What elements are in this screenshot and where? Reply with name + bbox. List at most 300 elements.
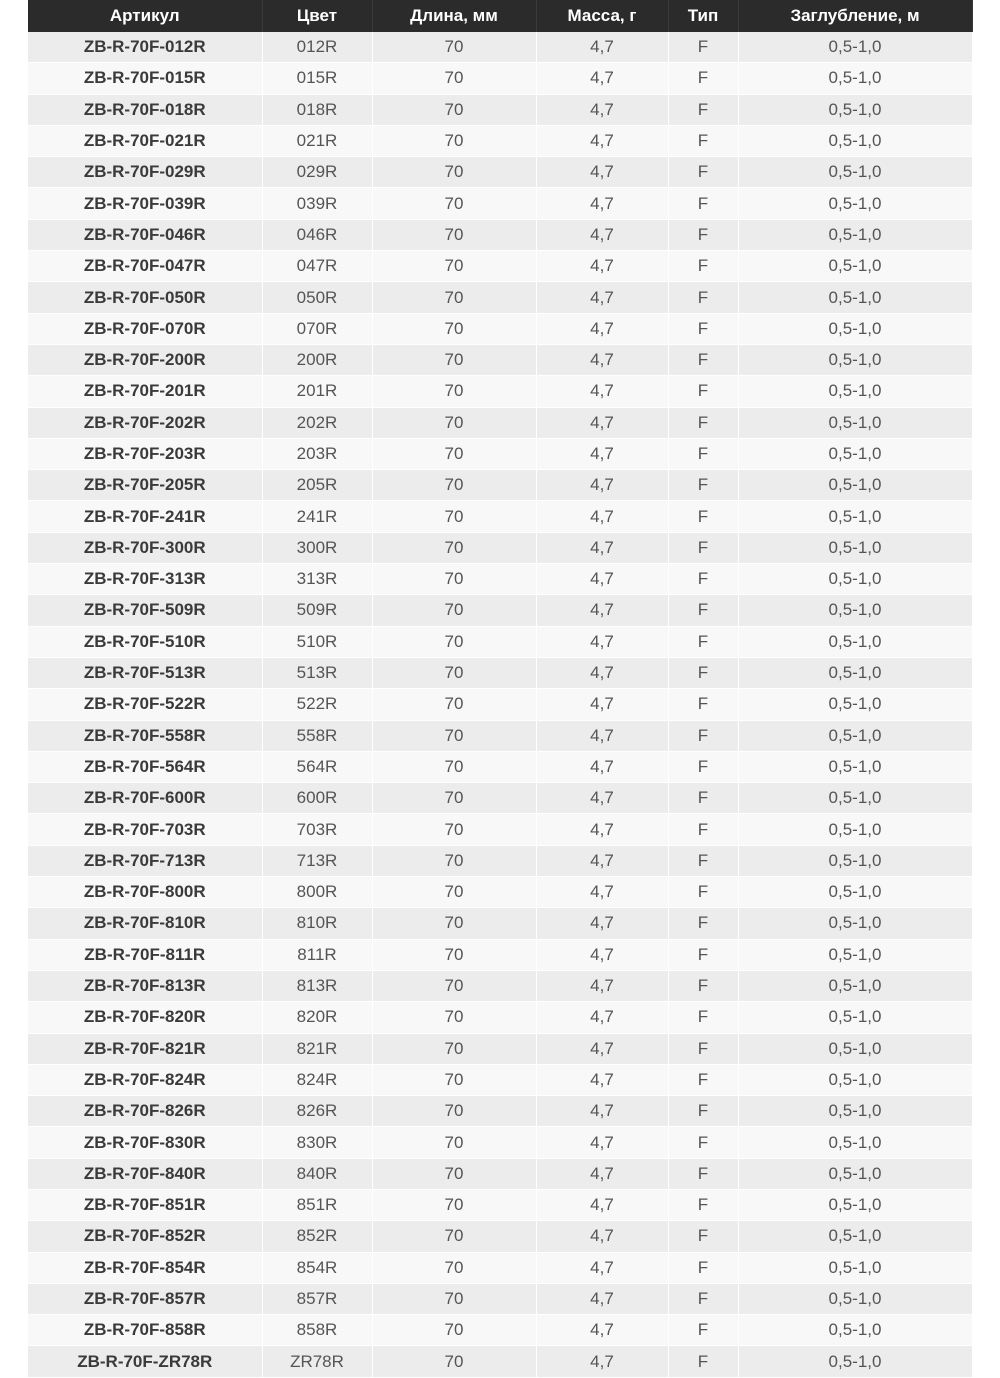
cell-depth: 0,5-1,0 [738,1221,972,1252]
cell-weight: 4,7 [536,720,668,751]
cell-color: 046R [262,219,372,250]
cell-color: 811R [262,939,372,970]
table-row [28,970,972,1001]
cell-article: ZB-R-70F-015R [28,63,262,94]
cell-weight: 4,7 [536,1252,668,1283]
table-header [28,0,972,32]
cell-type: F [668,501,738,532]
cell-depth: 0,5-1,0 [738,814,972,845]
cell-length: 70 [372,125,536,156]
cell-article: ZB-R-70F-810R [28,908,262,939]
cell-weight: 4,7 [536,657,668,688]
cell-length: 70 [372,814,536,845]
cell-depth: 0,5-1,0 [738,1346,972,1377]
cell-length: 70 [372,751,536,782]
cell-article: ZB-R-70F-854R [28,1252,262,1283]
cell-depth: 0,5-1,0 [738,939,972,970]
cell-type: F [668,1283,738,1314]
cell-depth: 0,5-1,0 [738,720,972,751]
cell-weight: 4,7 [536,157,668,188]
cell-length: 70 [372,407,536,438]
cell-length: 70 [372,157,536,188]
cell-type: F [668,251,738,282]
cell-length: 70 [372,470,536,501]
cell-weight: 4,7 [536,814,668,845]
cell-type: F [668,908,738,939]
cell-type: F [668,532,738,563]
product-spec-table [28,0,973,1378]
cell-article: ZB-R-70F-200R [28,344,262,375]
cell-weight: 4,7 [536,1158,668,1189]
cell-color: 810R [262,908,372,939]
header-weight: Масса, г [536,0,668,32]
cell-article: ZB-R-70F-300R [28,532,262,563]
table-row [28,376,972,407]
cell-length: 70 [372,626,536,657]
cell-color: 820R [262,1002,372,1033]
cell-weight: 4,7 [536,1002,668,1033]
cell-weight: 4,7 [536,407,668,438]
cell-length: 70 [372,1283,536,1314]
cell-article: ZB-R-70F-205R [28,470,262,501]
table-row [28,32,972,63]
cell-article: ZB-R-70F-241R [28,501,262,532]
table-row [28,1315,972,1346]
cell-article: ZB-R-70F-857R [28,1283,262,1314]
cell-length: 70 [372,657,536,688]
cell-color: 201R [262,376,372,407]
table-row [28,438,972,469]
cell-weight: 4,7 [536,564,668,595]
cell-type: F [668,845,738,876]
cell-color: 021R [262,125,372,156]
cell-length: 70 [372,1064,536,1095]
cell-weight: 4,7 [536,1064,668,1095]
cell-type: F [668,470,738,501]
cell-length: 70 [372,282,536,313]
cell-weight: 4,7 [536,470,668,501]
cell-depth: 0,5-1,0 [738,970,972,1001]
cell-color: 813R [262,970,372,1001]
table-row [28,94,972,125]
cell-weight: 4,7 [536,63,668,94]
table-row [28,1283,972,1314]
cell-article: ZB-R-70F-826R [28,1096,262,1127]
cell-length: 70 [372,1158,536,1189]
cell-length: 70 [372,877,536,908]
cell-length: 70 [372,720,536,751]
cell-article: ZB-R-70F-852R [28,1221,262,1252]
cell-color: 800R [262,877,372,908]
cell-depth: 0,5-1,0 [738,282,972,313]
cell-color: 852R [262,1221,372,1252]
cell-color: 564R [262,751,372,782]
table-row [28,1189,972,1220]
cell-type: F [668,188,738,219]
cell-color: 050R [262,282,372,313]
cell-type: F [668,438,738,469]
cell-depth: 0,5-1,0 [738,751,972,782]
cell-length: 70 [372,1221,536,1252]
cell-article: ZB-R-70F-047R [28,251,262,282]
cell-length: 70 [372,313,536,344]
cell-article: ZB-R-70F-522R [28,689,262,720]
cell-depth: 0,5-1,0 [738,313,972,344]
cell-color: 830R [262,1127,372,1158]
cell-color: 513R [262,657,372,688]
cell-color: 313R [262,564,372,595]
cell-type: F [668,1127,738,1158]
cell-weight: 4,7 [536,125,668,156]
cell-type: F [668,407,738,438]
cell-type: F [668,1033,738,1064]
header-type: Тип [668,0,738,32]
cell-weight: 4,7 [536,626,668,657]
table-row [28,814,972,845]
cell-type: F [668,564,738,595]
cell-length: 70 [372,564,536,595]
cell-type: F [668,877,738,908]
table-row [28,751,972,782]
cell-type: F [668,814,738,845]
table-body [28,32,972,1377]
cell-type: F [668,939,738,970]
cell-type: F [668,1346,738,1377]
cell-length: 70 [372,63,536,94]
cell-type: F [668,626,738,657]
cell-weight: 4,7 [536,376,668,407]
cell-length: 70 [372,32,536,63]
cell-article: ZB-R-70F-830R [28,1127,262,1158]
table-row [28,1127,972,1158]
cell-article: ZB-R-70F-029R [28,157,262,188]
cell-depth: 0,5-1,0 [738,1158,972,1189]
cell-depth: 0,5-1,0 [738,157,972,188]
cell-color: 241R [262,501,372,532]
cell-depth: 0,5-1,0 [738,32,972,63]
cell-depth: 0,5-1,0 [738,1315,972,1346]
cell-length: 70 [372,1252,536,1283]
cell-depth: 0,5-1,0 [738,63,972,94]
table-row [28,251,972,282]
cell-color: 509R [262,595,372,626]
table-row [28,470,972,501]
cell-length: 70 [372,1127,536,1158]
cell-article: ZB-R-70F-070R [28,313,262,344]
cell-length: 70 [372,94,536,125]
cell-depth: 0,5-1,0 [738,532,972,563]
table-row [28,1252,972,1283]
cell-length: 70 [372,438,536,469]
cell-length: 70 [372,939,536,970]
cell-article: ZB-R-70F-510R [28,626,262,657]
cell-color: 854R [262,1252,372,1283]
table-row [28,877,972,908]
table-row [28,1002,972,1033]
cell-type: F [668,720,738,751]
cell-weight: 4,7 [536,32,668,63]
cell-article: ZB-R-70F-039R [28,188,262,219]
cell-article: ZB-R-70F-021R [28,125,262,156]
header-length: Длина, мм [372,0,536,32]
cell-weight: 4,7 [536,501,668,532]
table-row [28,219,972,250]
header-row [28,0,972,32]
cell-weight: 4,7 [536,845,668,876]
cell-length: 70 [372,845,536,876]
cell-length: 70 [372,344,536,375]
cell-weight: 4,7 [536,877,668,908]
cell-color: 200R [262,344,372,375]
cell-article: ZB-R-70F-513R [28,657,262,688]
cell-article: ZB-R-70F-558R [28,720,262,751]
cell-type: F [668,376,738,407]
cell-type: F [668,219,738,250]
table-row [28,1346,972,1377]
cell-depth: 0,5-1,0 [738,626,972,657]
cell-weight: 4,7 [536,1315,668,1346]
cell-length: 70 [372,970,536,1001]
table-row [28,939,972,970]
table-row [28,1221,972,1252]
cell-length: 70 [372,188,536,219]
cell-length: 70 [372,1033,536,1064]
cell-depth: 0,5-1,0 [738,595,972,626]
cell-article: ZB-R-70F-046R [28,219,262,250]
cell-color: 018R [262,94,372,125]
cell-weight: 4,7 [536,595,668,626]
cell-article: ZB-R-70F-813R [28,970,262,1001]
cell-color: 012R [262,32,372,63]
table-row [28,595,972,626]
cell-article: ZB-R-70F-050R [28,282,262,313]
cell-weight: 4,7 [536,1283,668,1314]
cell-weight: 4,7 [536,689,668,720]
table-row [28,501,972,532]
table-row [28,1064,972,1095]
cell-depth: 0,5-1,0 [738,94,972,125]
cell-weight: 4,7 [536,188,668,219]
cell-weight: 4,7 [536,1033,668,1064]
cell-length: 70 [372,1189,536,1220]
table-row [28,313,972,344]
cell-weight: 4,7 [536,1221,668,1252]
cell-color: 202R [262,407,372,438]
cell-length: 70 [372,1315,536,1346]
cell-depth: 0,5-1,0 [738,438,972,469]
cell-depth: 0,5-1,0 [738,783,972,814]
cell-color: 522R [262,689,372,720]
cell-color: 205R [262,470,372,501]
cell-color: 851R [262,1189,372,1220]
cell-depth: 0,5-1,0 [738,501,972,532]
cell-type: F [668,282,738,313]
cell-depth: 0,5-1,0 [738,1283,972,1314]
cell-length: 70 [372,501,536,532]
cell-type: F [668,751,738,782]
cell-article: ZB-R-70F-821R [28,1033,262,1064]
cell-weight: 4,7 [536,1127,668,1158]
table-row [28,344,972,375]
cell-length: 70 [372,1002,536,1033]
table-row [28,532,972,563]
table-row [28,657,972,688]
header-article: Артикул [28,0,262,32]
table-row [28,125,972,156]
cell-color: ZR78R [262,1346,372,1377]
cell-depth: 0,5-1,0 [738,1096,972,1127]
cell-color: 858R [262,1315,372,1346]
table-row [28,1033,972,1064]
cell-color: 840R [262,1158,372,1189]
cell-color: 015R [262,63,372,94]
cell-type: F [668,1096,738,1127]
cell-length: 70 [372,595,536,626]
cell-weight: 4,7 [536,219,668,250]
cell-article: ZB-R-70F-840R [28,1158,262,1189]
cell-type: F [668,94,738,125]
cell-weight: 4,7 [536,532,668,563]
cell-type: F [668,1189,738,1220]
cell-weight: 4,7 [536,313,668,344]
cell-color: 703R [262,814,372,845]
cell-depth: 0,5-1,0 [738,1064,972,1095]
cell-color: 600R [262,783,372,814]
cell-depth: 0,5-1,0 [738,125,972,156]
cell-type: F [668,689,738,720]
cell-length: 70 [372,219,536,250]
cell-type: F [668,1002,738,1033]
cell-type: F [668,313,738,344]
cell-depth: 0,5-1,0 [738,376,972,407]
cell-depth: 0,5-1,0 [738,908,972,939]
product-table-container [28,0,972,1378]
cell-weight: 4,7 [536,94,668,125]
cell-color: 713R [262,845,372,876]
cell-article: ZB-R-70F-600R [28,783,262,814]
table-row [28,783,972,814]
cell-color: 510R [262,626,372,657]
table-row [28,564,972,595]
cell-weight: 4,7 [536,939,668,970]
cell-article: ZB-R-70F-018R [28,94,262,125]
cell-type: F [668,1252,738,1283]
cell-weight: 4,7 [536,908,668,939]
cell-type: F [668,125,738,156]
cell-depth: 0,5-1,0 [738,877,972,908]
cell-type: F [668,970,738,1001]
cell-length: 70 [372,1346,536,1377]
cell-color: 047R [262,251,372,282]
cell-color: 070R [262,313,372,344]
cell-type: F [668,783,738,814]
cell-article: ZB-R-70F-012R [28,32,262,63]
cell-color: 826R [262,1096,372,1127]
table-row [28,626,972,657]
cell-depth: 0,5-1,0 [738,470,972,501]
cell-length: 70 [372,532,536,563]
cell-length: 70 [372,1096,536,1127]
cell-weight: 4,7 [536,783,668,814]
cell-color: 029R [262,157,372,188]
table-row [28,407,972,438]
cell-length: 70 [372,783,536,814]
cell-article: ZB-R-70F-713R [28,845,262,876]
header-color: Цвет [262,0,372,32]
cell-color: 857R [262,1283,372,1314]
cell-article: ZB-R-70F-509R [28,595,262,626]
cell-depth: 0,5-1,0 [738,188,972,219]
cell-weight: 4,7 [536,344,668,375]
cell-article: ZB-R-70F-ZR78R [28,1346,262,1377]
cell-weight: 4,7 [536,251,668,282]
cell-color: 824R [262,1064,372,1095]
table-row [28,157,972,188]
cell-article: ZB-R-70F-202R [28,407,262,438]
cell-type: F [668,1158,738,1189]
cell-depth: 0,5-1,0 [738,1033,972,1064]
cell-length: 70 [372,689,536,720]
cell-type: F [668,344,738,375]
cell-article: ZB-R-70F-800R [28,877,262,908]
cell-depth: 0,5-1,0 [738,564,972,595]
cell-weight: 4,7 [536,282,668,313]
cell-type: F [668,1221,738,1252]
cell-weight: 4,7 [536,438,668,469]
cell-weight: 4,7 [536,751,668,782]
cell-length: 70 [372,251,536,282]
cell-weight: 4,7 [536,970,668,1001]
cell-depth: 0,5-1,0 [738,1127,972,1158]
header-depth: Заглубление, м [738,0,972,32]
cell-depth: 0,5-1,0 [738,689,972,720]
cell-article: ZB-R-70F-203R [28,438,262,469]
cell-article: ZB-R-70F-851R [28,1189,262,1220]
cell-depth: 0,5-1,0 [738,1002,972,1033]
cell-weight: 4,7 [536,1189,668,1220]
cell-type: F [668,157,738,188]
cell-depth: 0,5-1,0 [738,251,972,282]
cell-article: ZB-R-70F-811R [28,939,262,970]
table-row [28,1158,972,1189]
table-row [28,720,972,751]
cell-type: F [668,1315,738,1346]
table-row [28,689,972,720]
cell-depth: 0,5-1,0 [738,1252,972,1283]
cell-article: ZB-R-70F-313R [28,564,262,595]
cell-depth: 0,5-1,0 [738,845,972,876]
cell-color: 300R [262,532,372,563]
cell-length: 70 [372,376,536,407]
cell-article: ZB-R-70F-201R [28,376,262,407]
cell-type: F [668,63,738,94]
cell-depth: 0,5-1,0 [738,1189,972,1220]
cell-length: 70 [372,908,536,939]
table-row [28,282,972,313]
cell-type: F [668,32,738,63]
table-row [28,188,972,219]
cell-article: ZB-R-70F-564R [28,751,262,782]
table-row [28,908,972,939]
cell-type: F [668,1064,738,1095]
cell-article: ZB-R-70F-858R [28,1315,262,1346]
table-row [28,1096,972,1127]
cell-color: 203R [262,438,372,469]
cell-article: ZB-R-70F-820R [28,1002,262,1033]
cell-type: F [668,657,738,688]
cell-color: 821R [262,1033,372,1064]
cell-color: 039R [262,188,372,219]
